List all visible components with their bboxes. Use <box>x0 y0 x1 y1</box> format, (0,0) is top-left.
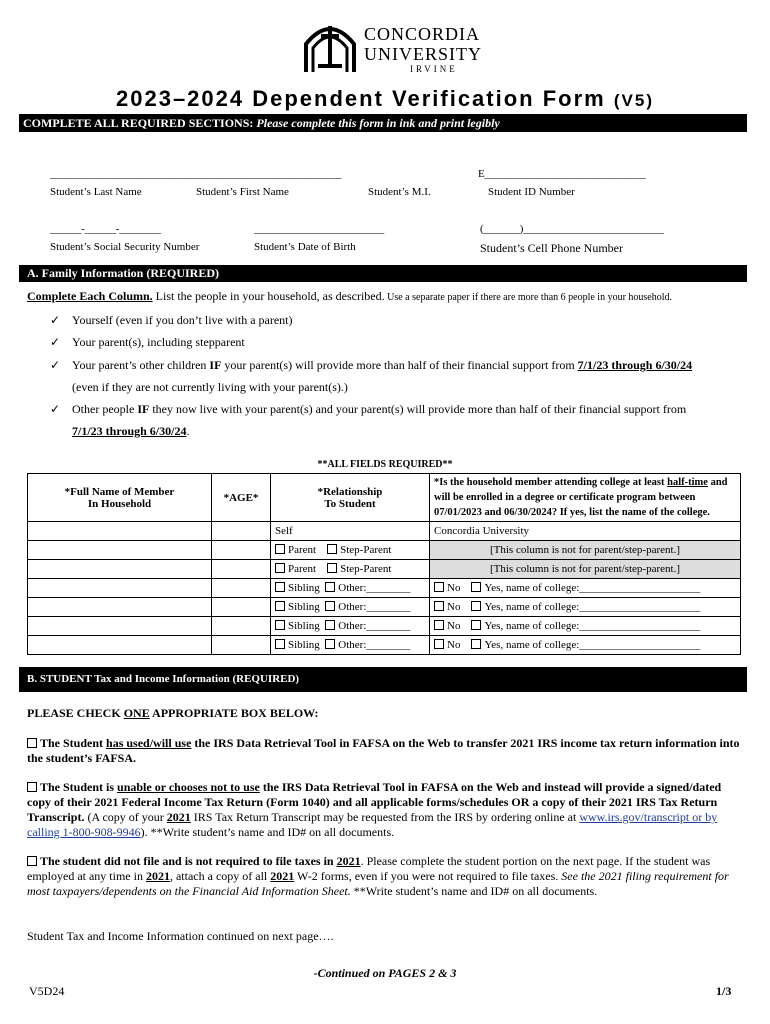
table-row <box>28 617 741 636</box>
opt2-a: The Student is <box>40 780 118 794</box>
check-a: PLEASE CHECK <box>27 706 124 720</box>
option-2 <box>27 780 743 840</box>
age-cell[interactable] <box>212 579 271 598</box>
opt2-year: 2021 <box>166 810 191 824</box>
checkbox[interactable] <box>471 601 481 611</box>
table-row <box>28 598 741 617</box>
yes-college-label: Yes, name of college:______________________ <box>484 601 701 613</box>
fields-required-note: **ALL FIELDS REQUIRED** <box>317 459 453 470</box>
no-label: No <box>447 582 461 594</box>
check-one-instruction <box>27 706 743 721</box>
parent-label: Parent <box>288 544 317 556</box>
sibling-label: Sibling <box>288 639 320 651</box>
col-rel-header-l1: *Relationship <box>317 485 383 498</box>
table-row <box>28 579 741 598</box>
mi-label: Student’s M.I. <box>368 186 431 198</box>
item4-if: IF <box>137 402 150 416</box>
age-cell[interactable] <box>212 636 271 655</box>
other-label: Other:________ <box>338 601 411 613</box>
footer-continued: -Continued on PAGES 2 & 3 <box>313 966 457 980</box>
dob-label: Student’s Date of Birth <box>254 241 356 253</box>
opt2-b: the IRS Data Retrieval Tool in FAFSA on the Web and instead will provide a signed/dated copy of their 2021 Federal Income Tax Return (Form 1040) and all applicable forms/schedules OR a copy of their 2021 IRS Tax Return Transcript. <box>27 780 722 824</box>
page-number: 1/3 <box>716 984 732 998</box>
opt3-year3: 2021 <box>270 869 295 883</box>
step-parent-label: Step-Parent <box>340 563 392 575</box>
page-title <box>0 86 770 112</box>
logo-line-3: IRVINE <box>410 64 458 74</box>
checkbox[interactable] <box>275 563 285 573</box>
college-cell <box>430 617 741 636</box>
item3-text-c: (even if they are not currently living with your parent(s).) <box>72 380 348 394</box>
college-cell <box>430 636 741 655</box>
item4-text-a: Other people <box>72 402 138 416</box>
checkbox[interactable] <box>471 620 481 630</box>
relationship-cell <box>271 598 430 617</box>
opt3-d: W-2 forms, even if you were not required to file taxes. <box>294 869 562 883</box>
checkbox[interactable] <box>325 601 335 611</box>
irs-transcript-link[interactable]: www.irs.gov/transcript or by calling 1-800-908-9946 <box>27 810 718 839</box>
opt3-b: . Please complete the student portion on the next page. If the student was employed at any time in <box>27 854 711 883</box>
check-icon: ✓ <box>50 313 61 327</box>
opt2-e: ). **Write student’s name and ID# on all documents. <box>140 825 395 839</box>
logo-line-1: CONCORDIA <box>364 24 481 44</box>
col-name-header-l2: In Household <box>87 497 152 510</box>
check-one: ONE <box>123 706 150 720</box>
checkbox[interactable] <box>327 544 337 554</box>
chapel-icon <box>300 18 360 76</box>
opt3-c: , attach a copy of all <box>169 869 271 883</box>
name-cell[interactable] <box>28 598 212 617</box>
no-label: No <box>447 620 461 632</box>
check-b: APPROPRIATE BOX BELOW: <box>149 706 319 720</box>
checkbox[interactable] <box>434 601 444 611</box>
section-a-header: A. Family Information (REQUIRED) <box>19 265 747 282</box>
opt2-d: IRS Tax Return Transcript may be requested from the IRS by ordering online at <box>190 810 580 824</box>
other-label: Other:________ <box>338 639 411 651</box>
item4-text-b: they now live with your parent(s) and your parent(s) will provide more than half of their financial support from <box>149 402 687 416</box>
option-2-checkbox[interactable] <box>27 782 37 792</box>
other-label: Other:________ <box>338 582 411 594</box>
checkbox[interactable] <box>325 639 335 649</box>
col-age-header: *AGE* <box>212 474 271 522</box>
relationship-cell <box>271 560 430 579</box>
opt3-a: The student did not file and is not required to file taxes in <box>40 854 337 868</box>
college-cell <box>430 579 741 598</box>
checkbox[interactable] <box>275 620 285 630</box>
opt3-year2: 2021 <box>145 869 170 883</box>
name-cell[interactable] <box>28 636 212 655</box>
relationship-cell <box>271 617 430 636</box>
title-main: 2023–2024 Dependent Verification Form <box>116 86 606 111</box>
other-label: Other:________ <box>338 620 411 632</box>
phone-input-line[interactable]: (_______)___________________________ <box>480 223 664 235</box>
col-name-header <box>28 474 212 522</box>
check-icon: ✓ <box>50 358 61 372</box>
age-cell[interactable] <box>212 560 271 579</box>
checkbox[interactable] <box>275 582 285 592</box>
option-1 <box>27 736 743 766</box>
checkbox[interactable] <box>434 639 444 649</box>
sibling-label: Sibling <box>288 582 320 594</box>
checkbox[interactable] <box>325 582 335 592</box>
university-logo <box>300 18 490 76</box>
opt3-e: **Write student’s name and ID# on all documents. <box>350 884 598 898</box>
table-row <box>28 560 741 579</box>
college-cell: [This column is not for parent/step-parent.] <box>430 560 741 579</box>
table-row <box>28 522 741 541</box>
age-cell[interactable] <box>212 541 271 560</box>
item4-end: . <box>186 424 190 438</box>
yes-college-label: Yes, name of college:______________________ <box>484 620 701 632</box>
no-label: No <box>447 601 461 613</box>
check-icon: ✓ <box>50 402 61 416</box>
opt2-c: (A copy of your <box>84 810 167 824</box>
step-parent-label: Step-Parent <box>340 544 392 556</box>
yes-college-label: Yes, name of college:______________________ <box>484 582 701 594</box>
yes-college-label: Yes, name of college:______________________ <box>484 639 701 651</box>
item4-date: 7/1/23 through 6/30/24 <box>72 424 187 438</box>
option-3 <box>27 854 743 899</box>
intro-text: List the people in your household, as described. <box>152 289 385 303</box>
col-college-a: *Is the household member attending college at least <box>434 477 668 488</box>
section-b-header: B. STUDENT Tax and Income Information (REQUIRED) <box>19 667 747 692</box>
id-input-line[interactable]: E_______________________________ <box>478 168 646 180</box>
checkbox[interactable] <box>275 639 285 649</box>
name-cell[interactable] <box>28 579 212 598</box>
college-cell: [This column is not for parent/step-parent.] <box>430 541 741 560</box>
name-cell[interactable] <box>28 560 212 579</box>
opt1-a: The Student <box>40 736 107 750</box>
title-version: (V5) <box>613 91 654 110</box>
opt1-b: the IRS Data Retrieval Tool in FAFSA on the Web to transfer 2021 IRS income tax return information into the student’s FAFSA. <box>27 736 740 765</box>
name-cell[interactable] <box>28 522 212 541</box>
section-a-intro <box>27 289 747 304</box>
college-cell <box>430 598 741 617</box>
opt1-u: has used/will use <box>106 736 192 750</box>
checkbox[interactable] <box>434 582 444 592</box>
option-1-checkbox[interactable] <box>27 738 37 748</box>
check-icon: ✓ <box>50 335 61 349</box>
item3-date: 7/1/23 through 6/30/24 <box>577 358 693 372</box>
checkbox[interactable] <box>275 601 285 611</box>
name-cell[interactable] <box>28 541 212 560</box>
opt3-italic: See the 2021 filing requirement for most taxpayers/dependents on the Financial Aid Information Sheet. <box>27 869 729 898</box>
form-code: V5D24 <box>29 984 65 998</box>
checkbox[interactable] <box>325 620 335 630</box>
item3-if: IF <box>209 358 222 372</box>
sibling-label: Sibling <box>288 601 320 613</box>
checkbox[interactable] <box>275 544 285 554</box>
name-cell[interactable] <box>28 617 212 636</box>
col-college-header <box>430 474 741 522</box>
sibling-label: Sibling <box>288 620 320 632</box>
checkbox[interactable] <box>327 563 337 573</box>
relationship-cell <box>271 541 430 560</box>
age-cell[interactable] <box>212 598 271 617</box>
table-header-row <box>28 474 741 522</box>
student-id-label: Student ID Number <box>488 186 575 198</box>
checkbox[interactable] <box>434 620 444 630</box>
intro-bold: Complete Each Column. <box>27 289 153 303</box>
item3-text-a: Your parent’s other children <box>72 358 210 372</box>
check-item-2-text: Your parent(s), including stepparent <box>72 335 245 349</box>
relationship-cell <box>271 579 430 598</box>
instruction-bold: COMPLETE ALL REQUIRED SECTIONS: <box>23 116 254 130</box>
college-cell: Concordia University <box>430 522 741 541</box>
instruction-italic: Please complete this form in ink and print legibly <box>256 116 500 130</box>
name-input-line[interactable]: ________________________________________________________ <box>50 168 342 180</box>
col-name-header-l1: *Full Name of Member <box>64 485 175 498</box>
continued-next-page: Student Tax and Income Information continued on next page…. <box>27 929 334 943</box>
opt2-u: unable or chooses not to use <box>117 780 260 794</box>
logo-line-2: UNIVERSITY <box>364 44 482 64</box>
intro-small: Use a separate paper if there are more than 6 people in your household. <box>384 292 673 303</box>
table-row <box>28 636 741 655</box>
ssn-label: Student’s Social Security Number <box>50 241 200 253</box>
item3-text-b: your parent(s) will provide more than half of their financial support from <box>221 358 578 372</box>
col-rel-header-l2: To Student <box>324 497 376 510</box>
ssn-input-line[interactable]: ______-______-________ <box>50 223 161 235</box>
first-name-label: Student’s First Name <box>196 186 289 198</box>
option-3-checkbox[interactable] <box>27 856 37 866</box>
checkbox[interactable] <box>471 639 481 649</box>
col-college-u: half-time <box>667 477 708 488</box>
table-row <box>28 541 741 560</box>
parent-label: Parent <box>288 563 317 575</box>
col-relationship-header <box>271 474 430 522</box>
dob-input-line[interactable]: _________________________ <box>254 223 385 235</box>
relationship-cell: Self <box>271 522 430 541</box>
last-name-label: Student’s Last Name <box>50 186 142 198</box>
phone-label: Student’s Cell Phone Number <box>480 241 623 255</box>
col-college-b: and will be enrolled in a degree or certificate program between 07/01/2023 and 06/30/2024? If yes, list the name of the college. <box>434 477 728 518</box>
instruction-bar <box>19 114 747 132</box>
age-cell[interactable] <box>212 522 271 541</box>
no-label: No <box>447 639 461 651</box>
relationship-cell <box>271 636 430 655</box>
check-item-1-text: Yourself (even if you don’t live with a parent) <box>72 313 293 327</box>
household-table <box>27 473 741 655</box>
opt3-year: 2021 <box>336 854 361 868</box>
age-cell[interactable] <box>212 617 271 636</box>
checkbox[interactable] <box>471 582 481 592</box>
